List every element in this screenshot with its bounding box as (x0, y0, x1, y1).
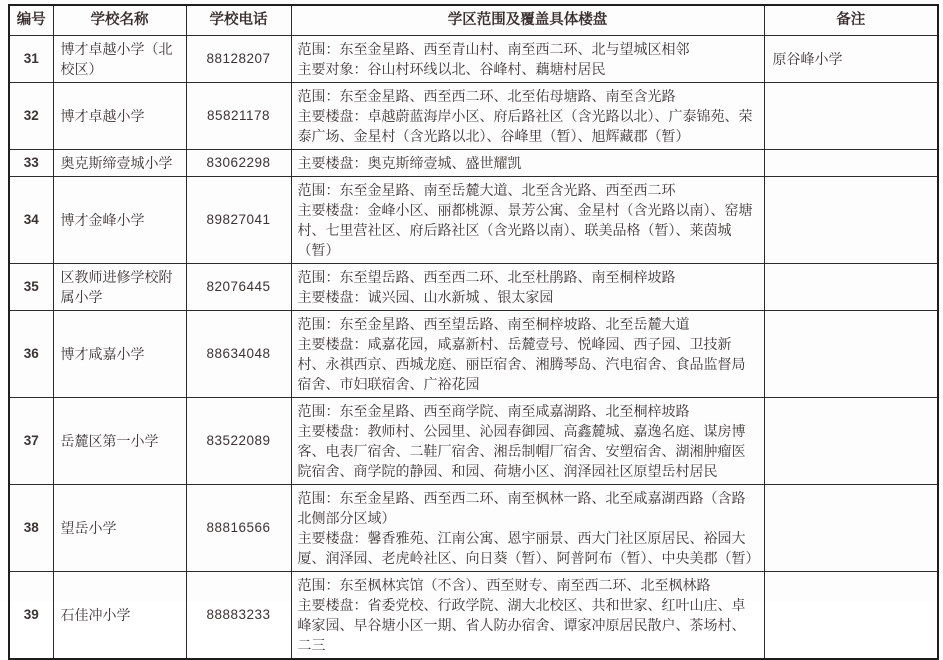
row-number: 35 (9, 263, 53, 310)
row-number: 39 (9, 571, 53, 659)
school-name: 望岳小学 (53, 484, 186, 571)
detail-line: 范围：东至金星路、南至岳麓大道、北至含光路、西至西二环 (297, 181, 676, 198)
district-detail (291, 176, 764, 263)
table-row (9, 484, 938, 571)
table-row (9, 397, 938, 484)
detail-line: 范围：东至金星路、西至商学院、南至咸嘉湖路、北至桐梓坡路 (297, 402, 690, 419)
remark: 原谷峰小学 (764, 35, 938, 82)
detail-line: 范围：东至金星路、西至西二环、北至佑母塘路、南至含光路 (297, 87, 676, 104)
school-name: 博才金峰小学 (53, 176, 186, 263)
school-district-table (8, 4, 939, 660)
school-phone: 88816566 (186, 484, 291, 571)
school-phone: 85821178 (186, 82, 291, 149)
remark (764, 571, 938, 659)
col-header-district-range: 学区范围及覆盖具体楼盘 (291, 5, 764, 35)
district-detail (291, 35, 764, 82)
school-phone: 88634048 (186, 310, 291, 397)
detail-line: 主要楼盘：金峰小区、丽都桃源、景芳公寓、金星村（含光路以南）、窑塘村、七里营社区、府后路社区（含光路以南）、联美品格（暂）、莱茵城（暂） (297, 201, 753, 258)
detail-line: 范围：东至望岳路、西至西二环、北至杜鹃路、南至桐梓坡路 (297, 268, 676, 285)
district-detail (291, 82, 764, 149)
detail-line: 主要楼盘：教师村、公园里、沁园春御园、高鑫麓城、嘉逸名庭、谋房博客、电表厂宿舍、二鞋厂宿舍、湘岳制帽厂宿舍、安塑宿舍、湖湘肿瘤医院宿舍、商学院的静园、和园、荷塘小区、润泽园社区原望岳村居民 (297, 422, 746, 479)
detail-line: 主要楼盘：馨香雅苑、江南公寓、恩宇丽景、西大门社区原居民、裕园大厦、润泽园、老虎岭社区、向日葵（暂）、阿普阿布（暂）、中央美郡（暂） (297, 529, 760, 566)
school-name: 博才咸嘉小学 (53, 310, 186, 397)
col-header-id: 编号 (9, 5, 53, 35)
school-phone: 83522089 (186, 397, 291, 484)
school-name: 石佳冲小学 (53, 571, 186, 659)
school-name: 博才卓越小学 (53, 82, 186, 149)
table-row (9, 310, 938, 397)
remark (764, 484, 938, 571)
row-number: 33 (9, 149, 53, 176)
table-row (9, 263, 938, 310)
detail-line: 范围：东至金星路、西至望岳路、南至桐梓坡路、北至岳麓大道 (297, 315, 690, 332)
row-number: 38 (9, 484, 53, 571)
col-header-school-name: 学校名称 (53, 5, 186, 35)
header-row (9, 5, 938, 35)
table-body (9, 35, 938, 659)
school-phone: 83062298 (186, 149, 291, 176)
remark (764, 82, 938, 149)
row-number: 32 (9, 82, 53, 149)
table-row (9, 149, 938, 176)
row-number: 34 (9, 176, 53, 263)
remark (764, 397, 938, 484)
col-header-school-phone: 学校电话 (186, 5, 291, 35)
remark (764, 263, 938, 310)
district-detail (291, 310, 764, 397)
row-number: 37 (9, 397, 53, 484)
remark (764, 149, 938, 176)
school-name: 岳麓区第一小学 (53, 397, 186, 484)
detail-line: 主要楼盘：卓越蔚蓝海岸小区、府后路社区（含光路以北）、广泰锦苑、荣泰广场、金星村（含光路以北）、谷峰里（暂）、旭辉藏郡（暂） (297, 107, 753, 144)
table-row (9, 35, 938, 82)
school-phone: 82076445 (186, 263, 291, 310)
detail-line: 主要对象：谷山村环线以北、谷峰村、藕塘村居民 (297, 60, 606, 77)
school-name: 博才卓越小学（北校区） (53, 35, 186, 82)
table-row (9, 571, 938, 659)
row-number: 31 (9, 35, 53, 82)
detail-line: 主要楼盘：咸嘉花园，咸嘉新村、岳麓壹号、悦峰园、西子园、卫技新村、永祺西京、西城龙庭、丽臣宿舍、湘腾琴岛、汽电宿舍、食品监督局宿舍、市妇联宿舍、广裕花园 (297, 335, 746, 392)
table-row (9, 176, 938, 263)
detail-line: 范围：东至枫林宾馆（不含）、西至财专、南至西二环、北至枫林路 (297, 576, 711, 593)
detail-line: 主要楼盘：诚兴园、山水新城 、银太家园 (297, 288, 554, 305)
row-number: 36 (9, 310, 53, 397)
col-header-remark: 备注 (764, 5, 938, 35)
district-detail (291, 571, 764, 659)
detail-line: 主要楼盘：奥克斯缔壹城、盛世耀凯 (297, 154, 522, 171)
school-phone: 88128207 (186, 35, 291, 82)
district-detail (291, 484, 764, 571)
remark (764, 310, 938, 397)
detail-line: 范围：东至金星路、西至青山村、南至西二环、北与望城区相邻 (297, 40, 690, 57)
school-name: 区教师进修学校附属小学 (53, 263, 186, 310)
table-row (9, 82, 938, 149)
district-detail (291, 263, 764, 310)
detail-line: 主要楼盘：省委党校、行政学院、湖大北校区、共和世家、红叶山庄、卓峰家园、早谷塘小区一期、省人防办宿舍、谭家冲原居民散户、茶场村、二三 (297, 596, 746, 653)
school-name: 奥克斯缔壹城小学 (53, 149, 186, 176)
school-phone: 88883233 (186, 571, 291, 659)
district-detail (291, 149, 764, 176)
detail-line: 范围：东至金星路、西至西二环、南至枫林一路、北至咸嘉湖西路（含路北侧部分区域） (297, 489, 746, 526)
district-detail (291, 397, 764, 484)
school-phone: 89827041 (186, 176, 291, 263)
remark (764, 176, 938, 263)
